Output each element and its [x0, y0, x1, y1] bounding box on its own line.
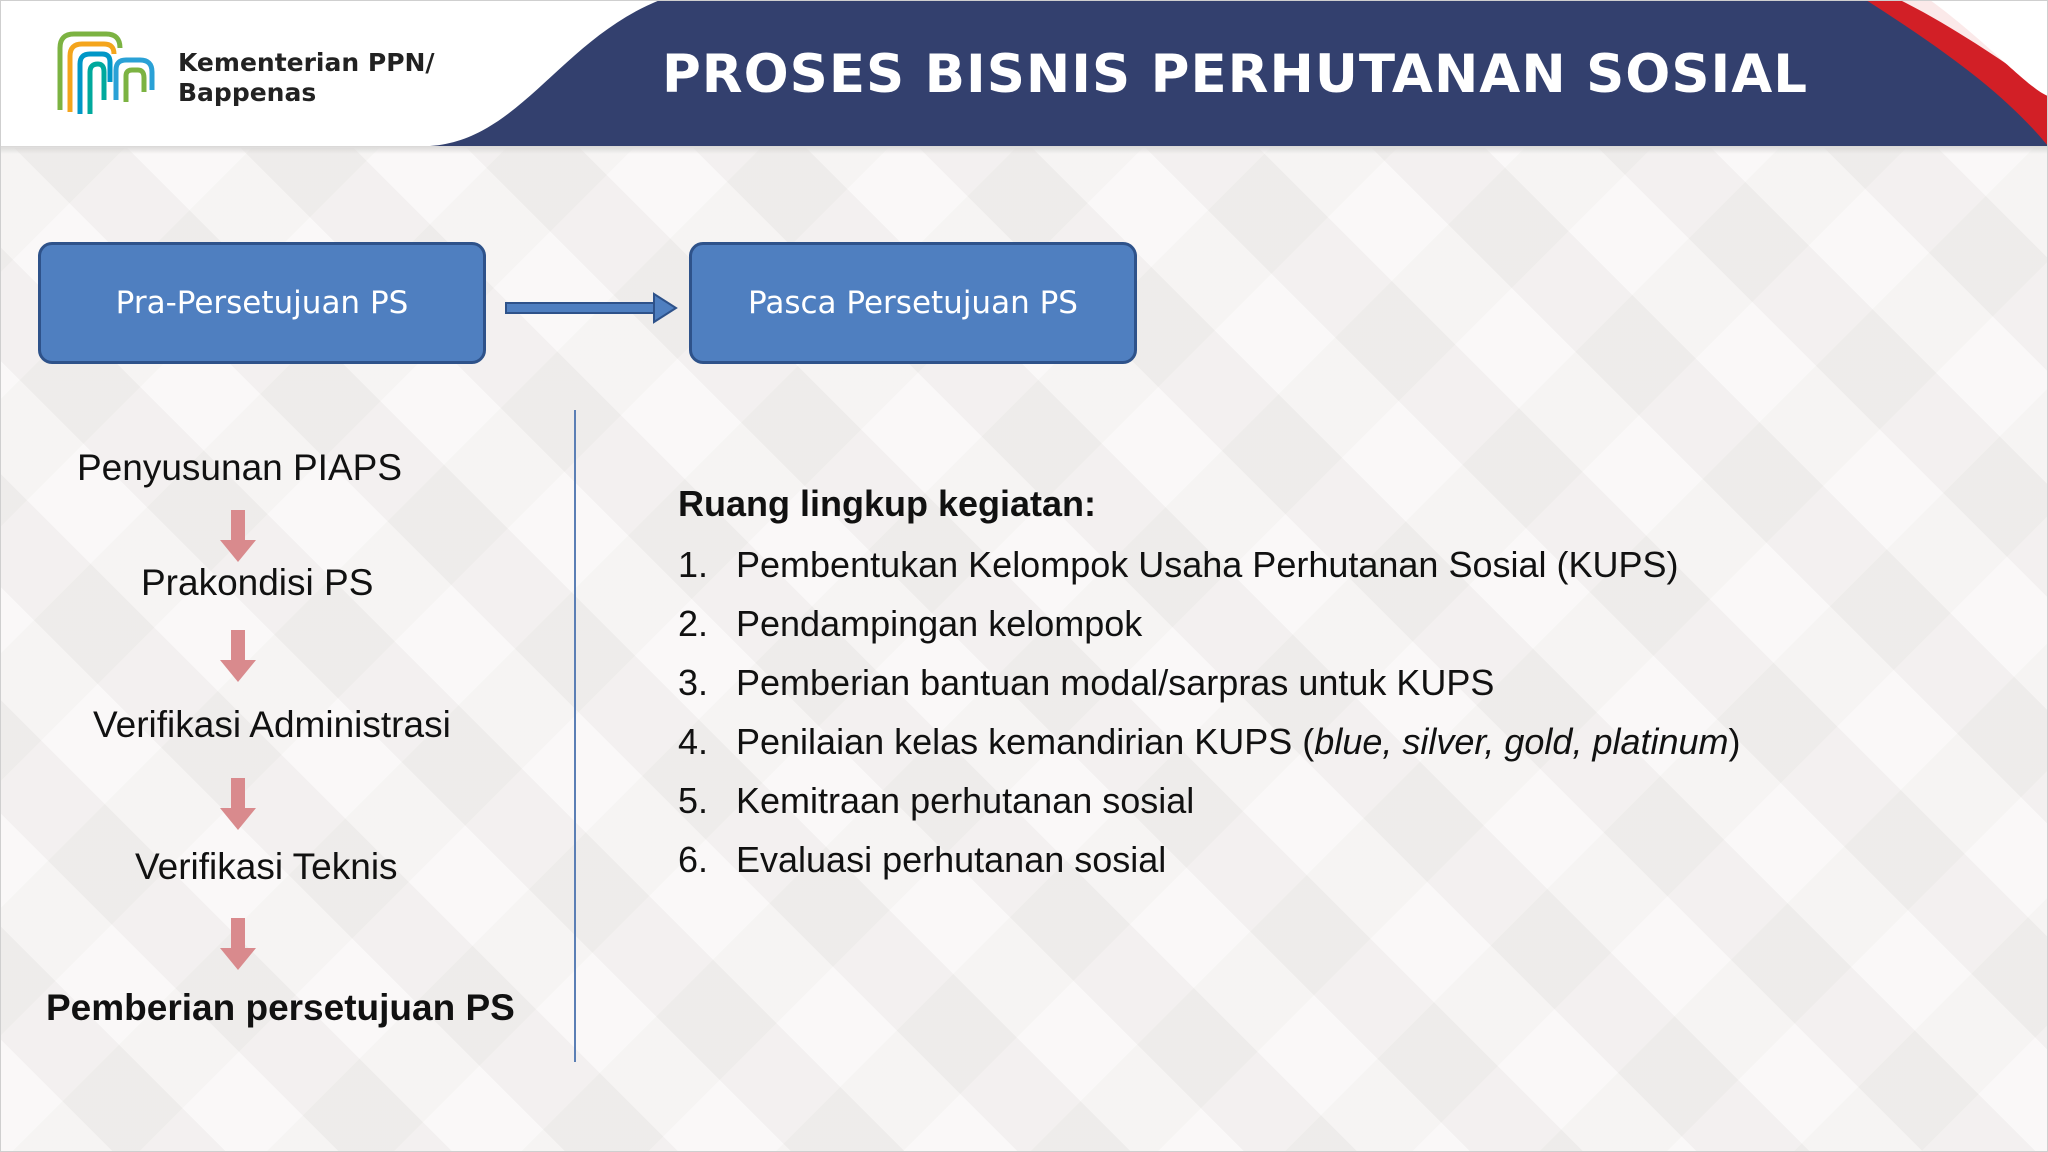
down-arrow-icon — [216, 776, 260, 832]
scope-title: Ruang lingkup kegiatan: — [678, 483, 1097, 524]
scope-item-number: 3. — [678, 662, 709, 703]
scope-item-number: 6. — [678, 839, 709, 880]
scope-item — [678, 835, 1741, 894]
organization-name — [178, 48, 438, 108]
org-name-line2: Bappenas — [178, 78, 317, 107]
step-verifikasi-teknis: Verifikasi Teknis — [135, 846, 398, 887]
scope-item-text: Penilaian kelas kemandirian KUPS ( — [736, 721, 1315, 762]
scope-list — [678, 540, 1741, 894]
pre-approval-box — [38, 242, 486, 364]
scope-item-text: Evaluasi perhutanan sosial — [736, 839, 1167, 880]
scope-item — [678, 599, 1741, 658]
down-arrow-icon — [216, 628, 260, 684]
scope-item — [678, 717, 1741, 776]
scope-item — [678, 540, 1741, 599]
scope-item-close-paren: ) — [1728, 721, 1741, 762]
down-arrow-icon — [216, 508, 260, 564]
vertical-divider — [574, 410, 576, 1062]
scope-item-text: Pendampingan kelompok — [736, 603, 1143, 644]
scope-item-number: 4. — [678, 721, 709, 762]
scope-item-italic-classes: blue, silver, gold, platinum — [1314, 721, 1729, 762]
scope-item-text: Kemitraan perhutanan sosial — [736, 780, 1195, 821]
post-approval-box — [689, 242, 1137, 364]
down-arrow-icon — [216, 916, 260, 972]
scope-item-text: Pembentukan Kelompok Usaha Perhutanan Sosial (KUPS) — [736, 544, 1679, 585]
scope-item — [678, 658, 1741, 717]
scope-item-number: 5. — [678, 780, 709, 821]
scope-item — [678, 776, 1741, 835]
step-prakondisi-ps: Prakondisi PS — [141, 562, 374, 603]
arrow-right-icon — [504, 290, 680, 326]
post-approval-label: Pasca Persetujuan PS — [748, 285, 1078, 321]
org-name-line1: Kementerian PPN/ — [178, 48, 435, 77]
page-title: PROSES BISNIS PERHUTANAN SOSIAL — [661, 44, 1809, 105]
step-verifikasi-administrasi: Verifikasi Administrasi — [93, 704, 451, 745]
pre-approval-label: Pra-Persetujuan PS — [115, 285, 409, 321]
scope-item-number: 1. — [678, 544, 709, 585]
step-pemberian-persetujuan: Pemberian persetujuan PS — [46, 987, 515, 1028]
bappenas-logo-icon — [56, 30, 156, 120]
scope-item-number: 2. — [678, 603, 709, 644]
scope-item-text: Pemberian bantuan modal/sarpras untuk KUPS — [736, 662, 1495, 703]
step-penyusunan-piaps: Penyusunan PIAPS — [77, 447, 402, 488]
